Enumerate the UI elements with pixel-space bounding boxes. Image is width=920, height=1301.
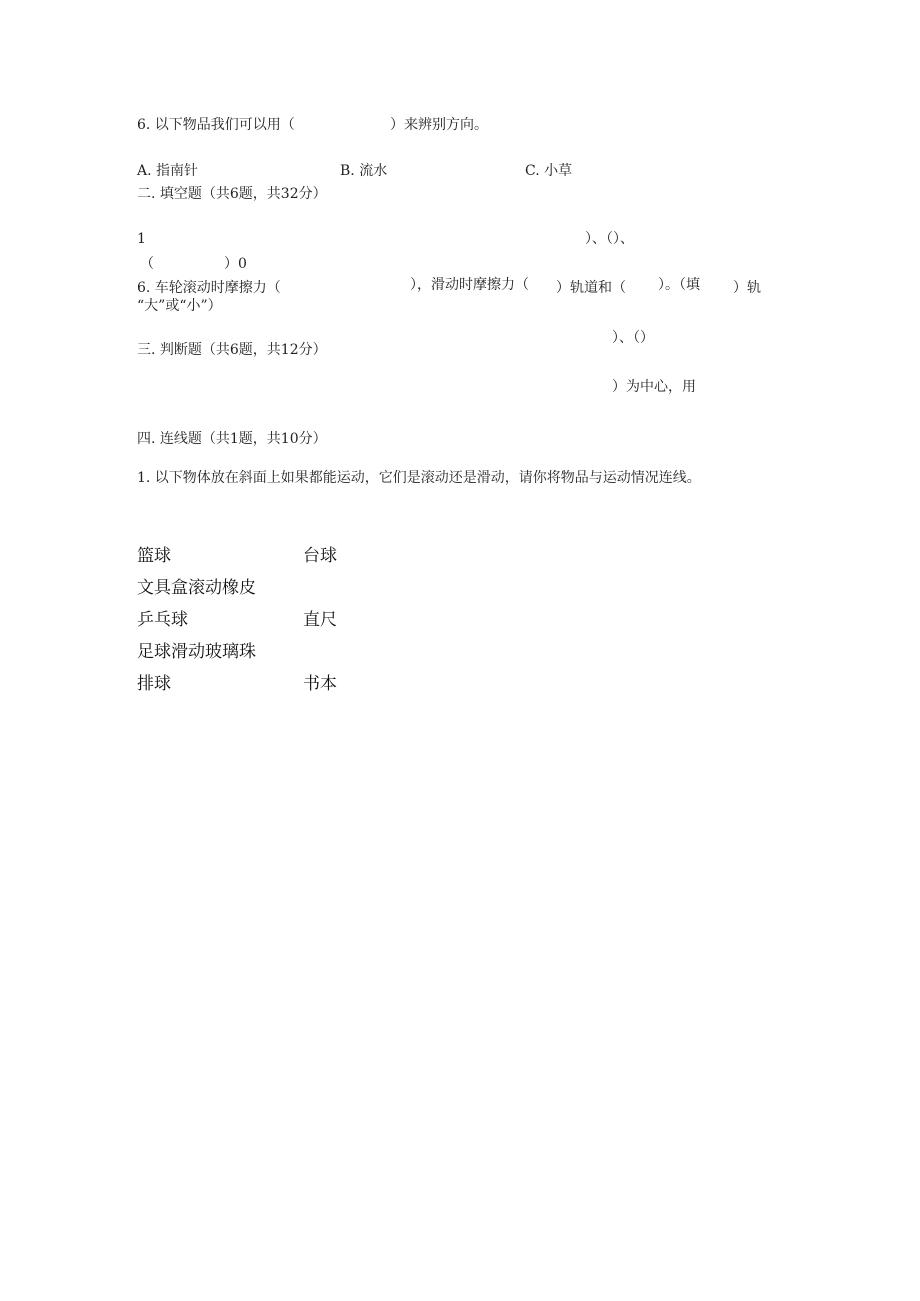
fill-q6-part-e: ）轨 bbox=[733, 280, 761, 296]
section4-question-1: 1. 以下物体放在斜面上如果都能运动，它们是滚动还是滑动，请你将物品与运动情况连线。 bbox=[137, 470, 701, 486]
fill-line1-right: ）、（）、 bbox=[585, 231, 634, 247]
q6-option-c: C. 小草 bbox=[525, 163, 573, 179]
q6-option-a: A. 指南针 bbox=[137, 163, 199, 179]
match-right-item: 直尺 bbox=[303, 610, 337, 630]
fill-q6-part-b: ），滑动时摩擦力（ bbox=[410, 277, 529, 293]
section4-title: 四. 连线题（共1题，共10分） bbox=[137, 431, 327, 447]
fill-fragment-1: ）、（） bbox=[612, 330, 654, 346]
match-left-item: 篮球 bbox=[137, 546, 171, 566]
match-left-item: 文具盒滚动橡皮 bbox=[137, 578, 256, 598]
q6-stem-end: ）来辨别方向。 bbox=[390, 117, 488, 133]
match-left-item: 排球 bbox=[137, 674, 171, 694]
fill-fragment-2: ）为中心，用 bbox=[612, 379, 696, 395]
q6-option-b: B. 流水 bbox=[340, 163, 388, 179]
fill-line2: （ ）0 bbox=[140, 256, 247, 272]
match-left-item: 乒乓球 bbox=[137, 610, 188, 630]
fill-q6-part-d: ）。（填 bbox=[658, 277, 700, 293]
match-left-item: 足球滑动玻璃珠 bbox=[137, 642, 256, 662]
section2-title: 二. 填空题（共6题，共32分） bbox=[137, 186, 327, 202]
fill-q6-part-a: 6. 车轮滚动时摩擦力（ bbox=[137, 280, 281, 296]
fill-line1-number: 1 bbox=[137, 231, 146, 247]
match-right-item: 台球 bbox=[303, 546, 337, 566]
q6-stem-start: 6. 以下物品我们可以用（ bbox=[137, 117, 295, 133]
fill-q6-part-c: ）轨道和（ bbox=[556, 280, 626, 296]
match-right-item: 书本 bbox=[303, 674, 337, 694]
fill-q6-line2: “大”或“小”） bbox=[137, 298, 222, 314]
section3-title: 三. 判断题（共6题，共12分） bbox=[137, 342, 327, 358]
